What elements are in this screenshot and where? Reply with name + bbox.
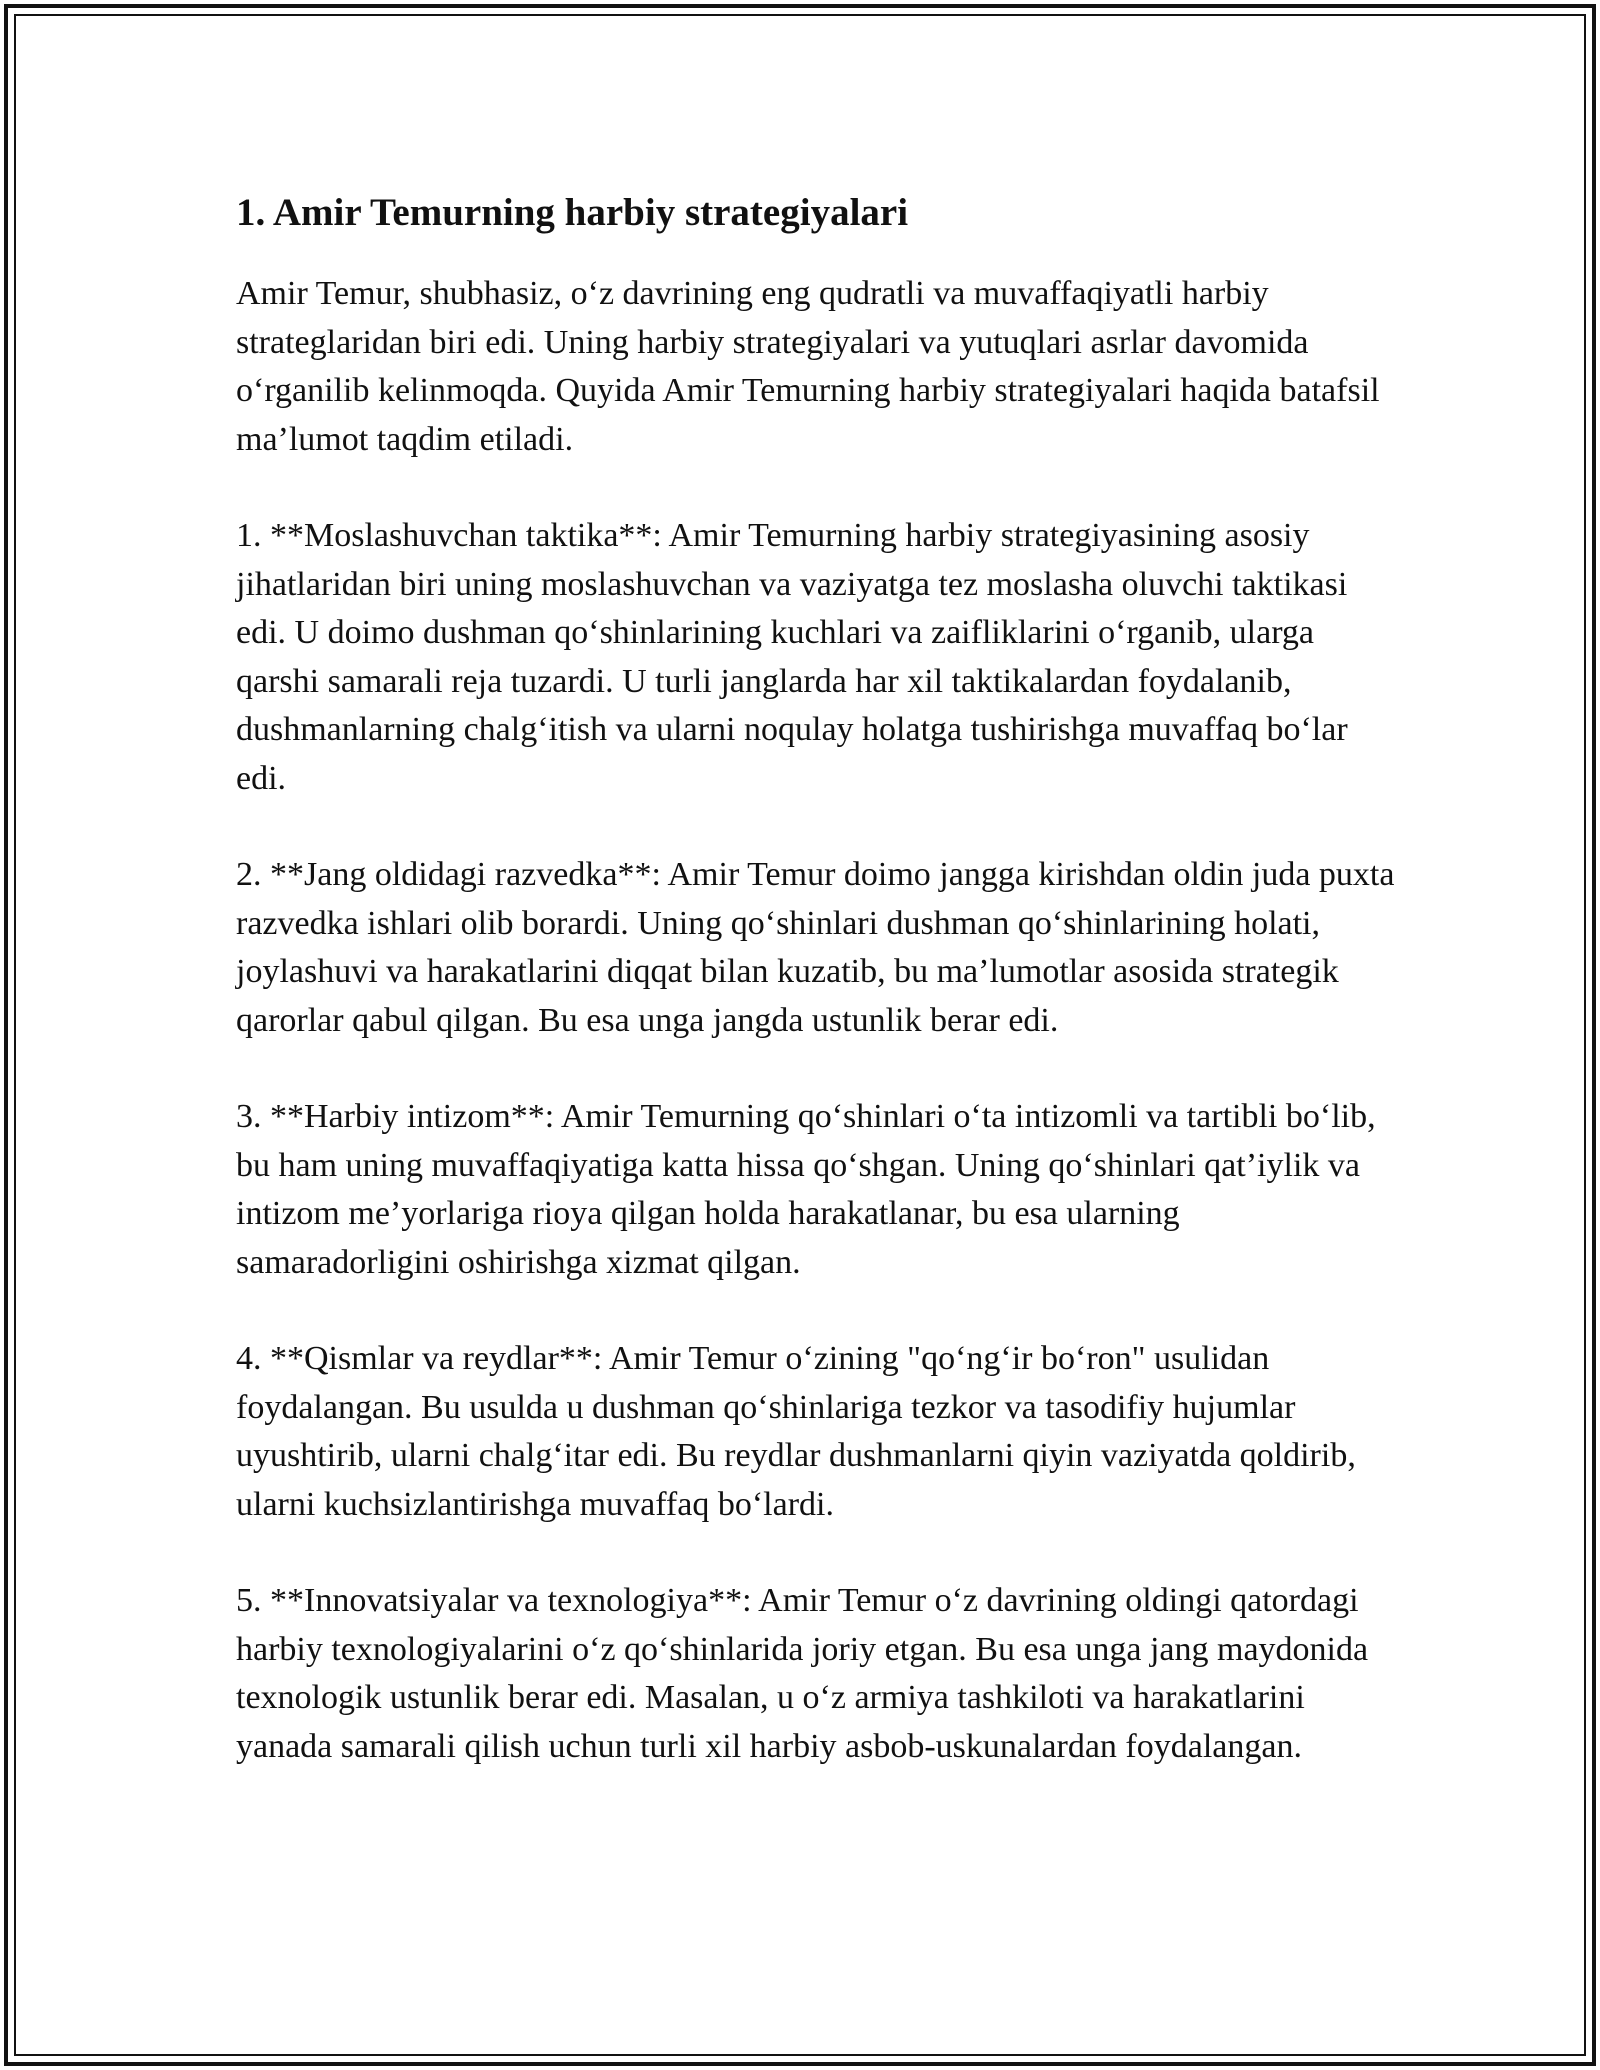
paragraph-military-discipline: 3. **Harbiy intizom**: Amir Temurning qo‘shinlari o‘ta intizomli va tartibli bo‘lib, bu ham uning muvaffaqiyatiga katta hissa qo‘shgan. Uning qo‘shinlari qat’iylik va intizom me’yorlariga rioya qilgan holda harakatlanar, bu esa ularning samaradorligini oshirishga xizmat qilgan.: [236, 1098, 1376, 1281]
paragraph-innovation: 5. **Innovatsiyalar va texnologiya**: Amir Temur o‘z davrining oldingi qatordagi harbiy texnologiyalarini o‘z qo‘shinlarida joriy etgan. Bu esa unga jang maydonida texnologik ustunlik berar edi. Masalan, u o‘z armiya tashkiloti va harakatlarini yanada samarali qilish uchun turli xil harbiy asbob-uskunalardan foydalangan.: [236, 1582, 1369, 1765]
paragraph-reconnaissance: 2. **Jang oldidagi razvedka**: Amir Temur doimo jangga kirishdan oldin juda puxta razvedka ishlari olib borardi. Uning qo‘shinlari dushman qo‘shinlarining holati, joylashuvi va harakatlarini diqqat bilan kuzatib, bu ma’lumotlar asosida strategik qarorlar qabul qilgan. Bu esa unga jangda ustunlik berar edi.: [236, 856, 1395, 1039]
paragraph-flexible-tactics: 1. **Moslashuvchan taktika**: Amir Temurning harbiy strategiyasining asosiy jihatlaridan biri uning moslashuvchan va vaziyatga tez moslasha oluvchi taktikasi edi. U doimo dushman qo‘shinlarining kuchlari va zaifliklarini o‘rganib, ularga qarshi samarali reja tuzardi. U turli janglarda har xil taktikalardan foydalanib, dushmanlarning chalg‘itish va ularni noqulay holatga tushirishga muvaffaq bo‘lar edi.: [236, 517, 1348, 797]
intro-paragraph: Amir Temur, shubhasiz, o‘z davrining eng qudratli va muvaffaqiyatli harbiy strateglaridan biri edi. Uning harbiy strategiyalari va yutuqlari asrlar davomida o‘rganilib kelinmoqda. Quyida Amir Temurning harbiy strategiyalari haqida batafsil ma’lumot taqdim etiladi.: [236, 275, 1380, 458]
document-body: [236, 186, 1396, 1819]
document-title: 1. Amir Temurning harbiy strategiyalari: [236, 191, 909, 234]
paragraph-raids: 4. **Qismlar va reydlar**: Amir Temur o‘zining "qo‘ng‘ir bo‘ron" usulidan foydalangan. Bu usulda u dushman qo‘shinlariga tezkor va tasodifiy hujumlar uyushtirib, ularni chalg‘itar edi. Bu reydlar dushmanlarni qiyin vaziyatda qoldirib, ularni kuchsizlantirishga muvaffaq bo‘lardi.: [236, 1340, 1356, 1523]
